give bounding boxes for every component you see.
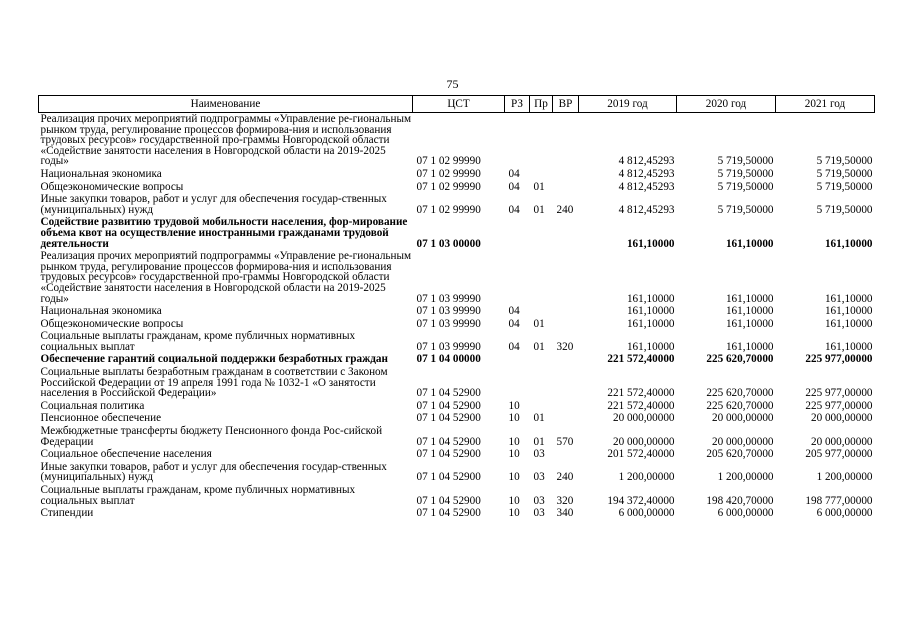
cell-cst: 07 1 04 52900 [416, 494, 481, 507]
cell-cst: 07 1 03 00000 [416, 237, 481, 250]
table-row [39, 507, 875, 520]
cell-2020: 161,10000 [725, 292, 774, 305]
cell-2020: 5 719,50000 [717, 167, 774, 180]
cell-name: Социальные выплаты безработным гражданам в соответствии с Законом Российской Федерации от 19 апреля 1991 года № 1032-1 «О занятости населения в Российской Федерации» [40, 366, 388, 400]
cell-name: Национальная экономика [40, 167, 162, 180]
cell-2019: 161,10000 [626, 305, 675, 318]
cell-2021: 20 000,00000 [810, 435, 873, 448]
cell-name: Социальная политика [40, 399, 145, 412]
table-row [39, 400, 875, 413]
header-name: Наименование [39, 96, 413, 113]
cell-rz: 04 [508, 167, 520, 180]
header-2021: 2021 год [776, 96, 875, 113]
cell-cst: 07 1 04 52900 [416, 387, 481, 400]
cell-2020: 161,10000 [725, 317, 774, 330]
cell-pr [530, 216, 553, 250]
table-row [39, 305, 875, 318]
cell-vr [553, 318, 579, 331]
cell-2019: 4 812,45293 [618, 155, 675, 168]
cell-name: Социальные выплаты гражданам, кроме публичных нормативных социальных выплат [40, 484, 356, 507]
cell-name: Обеспечение гарантий социальной поддержки безработных граждан [40, 353, 388, 366]
budget-table [38, 95, 875, 520]
cell-rz [505, 250, 530, 305]
cell-2020: 198 420,70000 [706, 494, 774, 507]
cell-vr [553, 400, 579, 413]
cell-2021: 225 977,00000 [805, 399, 873, 412]
cell-pr [530, 113, 553, 168]
cell-2019: 161,10000 [626, 292, 675, 305]
table-row [39, 193, 875, 216]
cell-name: Социальные выплаты гражданам, кроме публичных нормативных социальных выплат [40, 330, 356, 353]
cell-pr [530, 400, 553, 413]
cell-pr: 03 [533, 494, 545, 507]
cell-2019: 1 200,00000 [618, 471, 675, 484]
cell-rz: 04 [508, 180, 520, 193]
table-row [39, 353, 875, 366]
table-row [39, 425, 875, 448]
cell-2019: 20 000,00000 [612, 435, 675, 448]
cell-2019: 161,10000 [626, 317, 675, 330]
cell-pr [530, 366, 553, 400]
cell-vr: 320 [556, 340, 574, 353]
cell-vr: 320 [556, 494, 574, 507]
cell-vr [553, 250, 579, 305]
cell-vr: 240 [556, 203, 574, 216]
cell-vr [553, 353, 579, 366]
cell-vr [553, 366, 579, 400]
cell-2021: 161,10000 [824, 237, 873, 250]
cell-pr: 03 [533, 448, 545, 461]
cell-vr: 240 [556, 471, 574, 484]
cell-rz: 10 [508, 507, 520, 520]
table-row [39, 484, 875, 507]
cell-rz: 10 [508, 435, 520, 448]
cell-2021: 1 200,00000 [816, 471, 873, 484]
cell-rz: 10 [508, 494, 520, 507]
cell-pr [530, 250, 553, 305]
cell-vr [553, 216, 579, 250]
table-row [39, 168, 875, 181]
header-row [39, 96, 875, 113]
cell-2020: 161,10000 [725, 340, 774, 353]
cell-2020: 6 000,00000 [717, 507, 774, 520]
cell-2021: 161,10000 [824, 305, 873, 318]
cell-2019: 6 000,00000 [618, 507, 675, 520]
cell-2019: 4 812,45293 [618, 180, 675, 193]
cell-vr: 340 [556, 507, 574, 520]
cell-vr: 570 [556, 435, 574, 448]
cell-name: Иные закупки товаров, работ и услуг для обеспечения государ-ственных (муниципальных) нужд [40, 460, 387, 484]
table-row [39, 461, 875, 484]
cell-name: Реализация прочих мероприятий подпрограммы «Управление ре-гиональным рынком труда, регулирование процессов формирова-ния и использования трудовых ресурсов» государственной про-граммы Новгородской области «Содействие занятости населения в Новгородской области на 2019-2025 годы» [40, 113, 412, 168]
cell-rz [505, 113, 530, 168]
table-row [39, 412, 875, 425]
cell-vr [553, 448, 579, 461]
cell-pr: 01 [533, 435, 545, 448]
cell-cst: 07 1 04 52900 [416, 412, 481, 425]
header-vr: ВР [553, 96, 579, 113]
cell-rz: 04 [508, 340, 520, 353]
cell-2019: 201 572,40000 [607, 448, 675, 461]
cell-vr [553, 181, 579, 194]
cell-cst: 07 1 04 52900 [416, 471, 481, 484]
cell-2021: 161,10000 [824, 292, 873, 305]
cell-name: Общеэкономические вопросы [40, 317, 184, 330]
cell-2021: 5 719,50000 [816, 180, 873, 193]
cell-pr [530, 353, 553, 366]
cell-2020: 225 620,70000 [706, 387, 774, 400]
cell-pr: 01 [533, 340, 545, 353]
cell-cst: 07 1 03 99990 [416, 340, 481, 353]
cell-2020: 5 719,50000 [717, 180, 774, 193]
cell-2021: 161,10000 [824, 340, 873, 353]
page-number: 75 [446, 77, 459, 91]
cell-vr [553, 305, 579, 318]
cell-name: Стипендии [40, 507, 94, 520]
cell-rz [505, 366, 530, 400]
cell-cst: 07 1 02 99990 [416, 167, 481, 180]
table-row [39, 216, 875, 250]
cell-rz: 04 [508, 317, 520, 330]
cell-pr: 01 [533, 317, 545, 330]
cell-cst: 07 1 04 52900 [416, 399, 481, 412]
cell-2020: 1 200,00000 [717, 471, 774, 484]
cell-cst: 07 1 02 99990 [416, 180, 481, 193]
cell-cst: 07 1 04 52900 [416, 435, 481, 448]
header-rz: РЗ [505, 96, 530, 113]
cell-cst: 07 1 04 52900 [416, 507, 481, 520]
cell-name: Социальное обеспечение населения [40, 448, 212, 461]
cell-name: Национальная экономика [40, 305, 162, 318]
cell-vr [553, 168, 579, 181]
cell-2021: 6 000,00000 [816, 507, 873, 520]
cell-2021: 5 719,50000 [816, 203, 873, 216]
cell-cst: 07 1 03 99990 [416, 317, 481, 330]
cell-pr: 03 [533, 471, 545, 484]
cell-2020: 5 719,50000 [717, 203, 774, 216]
cell-2020: 5 719,50000 [717, 155, 774, 168]
cell-2019: 4 812,45293 [618, 203, 675, 216]
cell-2019: 194 372,40000 [607, 494, 675, 507]
cell-2020: 20 000,00000 [711, 435, 774, 448]
cell-cst: 07 1 03 99990 [416, 305, 481, 318]
cell-rz: 10 [508, 399, 520, 412]
cell-cst: 07 1 03 99990 [416, 292, 481, 305]
cell-2019: 221 572,40000 [607, 387, 675, 400]
table-row [39, 448, 875, 461]
cell-2021: 5 719,50000 [816, 155, 873, 168]
cell-2021: 225 977,00000 [805, 387, 873, 400]
table-row [39, 318, 875, 331]
cell-2020: 225 620,70000 [706, 353, 774, 366]
cell-name: Общеэкономические вопросы [40, 180, 184, 193]
cell-2021: 198 777,00000 [805, 494, 873, 507]
cell-rz [505, 353, 530, 366]
cell-2019: 221 572,40000 [607, 399, 675, 412]
cell-cst: 07 1 02 99990 [416, 203, 481, 216]
header-2020: 2020 год [677, 96, 776, 113]
table-header [39, 96, 875, 113]
cell-2019: 221 572,40000 [607, 353, 675, 366]
cell-2021: 225 977,00000 [805, 353, 873, 366]
cell-2021: 161,10000 [824, 317, 873, 330]
cell-2019: 20 000,00000 [612, 412, 675, 425]
cell-name: Иные закупки товаров, работ и услуг для обеспечения государ-ственных (муниципальных) нужд [40, 193, 387, 216]
cell-rz: 04 [508, 305, 520, 318]
cell-2021: 20 000,00000 [810, 412, 873, 425]
cell-2020: 161,10000 [725, 305, 774, 318]
table-row [39, 250, 875, 305]
cell-2021: 205 977,00000 [805, 448, 873, 461]
cell-2020: 161,10000 [725, 237, 774, 250]
table-row [39, 181, 875, 194]
header-2019: 2019 год [579, 96, 677, 113]
cell-2020: 225 620,70000 [706, 399, 774, 412]
cell-rz: 10 [508, 412, 520, 425]
cell-pr: 01 [533, 203, 545, 216]
table-row [39, 113, 875, 168]
cell-2020: 205 620,70000 [706, 448, 774, 461]
cell-rz: 04 [508, 203, 520, 216]
cell-2019: 161,10000 [626, 340, 675, 353]
cell-vr [553, 412, 579, 425]
cell-2019: 161,10000 [626, 237, 675, 250]
cell-rz [505, 216, 530, 250]
table-body [39, 113, 875, 520]
header-pr: Пр [530, 96, 553, 113]
cell-pr [530, 305, 553, 318]
cell-cst: 07 1 04 00000 [416, 353, 481, 366]
cell-rz: 10 [508, 471, 520, 484]
cell-name: Межбюджетные трансферты бюджету Пенсионного фонда Рос-сийской Федерации [40, 425, 383, 448]
cell-2020: 20 000,00000 [711, 412, 774, 425]
cell-cst: 07 1 02 99990 [416, 155, 481, 168]
table-row [39, 330, 875, 353]
cell-name: Реализация прочих мероприятий подпрограммы «Управление ре-гиональным рынком труда, регулирование процессов формирова-ния и использования трудовых ресурсов» государственной про-граммы Новгородской области «Содействие занятости населения в Новгородской области на 2019-2025 годы» [40, 250, 412, 305]
cell-pr: 03 [533, 507, 545, 520]
cell-rz: 10 [508, 448, 520, 461]
cell-name: Содействие развитию трудовой мобильности населения, фор-мирование объема квот на осуществление иностранными гражданами трудовой деятельности [40, 216, 408, 250]
cell-vr [553, 113, 579, 168]
cell-pr [530, 168, 553, 181]
cell-pr: 01 [533, 412, 545, 425]
cell-2019: 4 812,45293 [618, 167, 675, 180]
table-row [39, 366, 875, 400]
cell-cst: 07 1 04 52900 [416, 448, 481, 461]
cell-name: Пенсионное обеспечение [40, 412, 162, 425]
cell-pr: 01 [533, 180, 545, 193]
cell-2021: 5 719,50000 [816, 167, 873, 180]
header-cst: ЦСТ [413, 96, 505, 113]
